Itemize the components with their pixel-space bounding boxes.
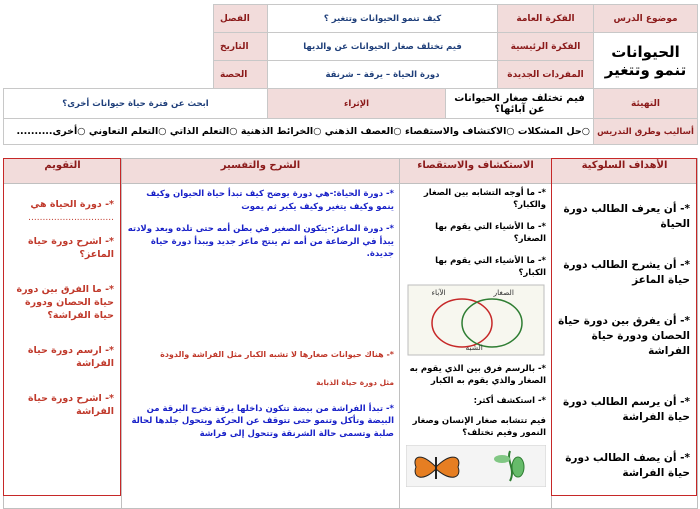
inquiry-header: الاستكشاف والاستقصاء (400, 159, 552, 184)
butterfly-illustration (406, 445, 546, 487)
main-idea-value-cell: فيم تختلف صغار الحيوانات عن والديها (268, 33, 498, 61)
venn-left-label: الآباء (431, 288, 446, 297)
explanation-different-young: *- هناك حيوانات صغارها لا تشبه الكبار مثل الفراشة والدودة (160, 349, 394, 359)
evaluation-cell (4, 184, 122, 509)
general-idea-value-cell: كيف تنمو الحيوانات وتتغير ؟ (268, 5, 498, 33)
explanation-cell (122, 184, 400, 509)
inquiry-draw-task: *- بالرسم فرق بين الذي يقوم به الصغار والذي يقوم به الكبار (409, 364, 546, 386)
explore-more-question: فيم تتشابه صغار الإنسان وصغار النمور وفيم تختلف؟ (412, 416, 546, 438)
evaluation-item: *- دورة الحياة هي (30, 199, 114, 210)
evaluation-header: التقويم (4, 159, 122, 184)
butterfly-image (406, 445, 546, 487)
methods-value-cell: ○حل المشكلات ○الاكتشاف والاستقصاء ○العصف الذهني ○الخرائط الذهنية ○التعلم الذاتي ○التعلم التعاوني ○أخرى.......... (4, 119, 594, 145)
methods-label-cell: أساليب وطرق التدريس (594, 119, 698, 145)
evaluation-item: *- ارسم دورة حياة الفراشة (27, 345, 114, 369)
objectives-header: الأهداف السلوكية (552, 159, 698, 184)
warmup-value-cell: فيم تختلف صغار الحيوانات عن آبائها؟ (446, 89, 594, 119)
topic-value-cell: الحيوانات تنمو وتتغير (594, 33, 698, 89)
topic-label-cell: موضوع الدرس (594, 5, 698, 33)
evaluation-item: *- اشرح دورة حياة الماعز؟ (28, 236, 114, 260)
vocab-value-cell: دورة الحياة – يرقة – شرنقة (268, 61, 498, 89)
explanation-butterfly-cycle: *- تبدأ الفراشة من بيضة تتكون داخلها يرقة تخرج اليرقة من البيضة وتأكل وتنمو حتى تتوقف عن الحركة ويتحول جلدها لحالة صلبة وتسمى حالة الشرنقة وتتحول إلى فراشة (131, 403, 394, 439)
objective-item: *- أن يشرح الطالب دورة حياة الماعز (563, 259, 690, 286)
inquiry-question: *- ما الأشياء التي يقوم بها الصغار؟ (435, 222, 546, 244)
objective-item: *- أن يرسم الطالب دورة حياة الفراشة (563, 396, 690, 423)
explore-more-label: *- استكشف أكثر: (473, 396, 546, 406)
objectives-cell (552, 184, 698, 509)
explanation-header: الشرح والتفسير (122, 159, 400, 184)
lesson-main-table (3, 158, 698, 509)
general-idea-label-cell: الفكرة العامة (498, 5, 594, 33)
warmup-label-cell: التهيئة (594, 89, 698, 119)
enrichment-label-cell: الإثراء (268, 89, 446, 119)
lesson-header-grid (3, 4, 698, 145)
explanation-fly-example: مثل دورة حياة الذبابة (316, 377, 394, 387)
enrichment-value-cell: ابحث عن فترة حياة حيوانات أخرى؟ (4, 89, 268, 119)
inquiry-question: *- ما أوجه التشابه بين الصغار والكبار؟ (423, 188, 546, 210)
objective-item: *- أن يعرف الطالب دورة الحياة (563, 203, 690, 230)
objective-item: *- أن يفرق بين دورة حياة الحصان ودورة حياة الفراشة (558, 315, 690, 357)
evaluation-dots: .............................. (28, 213, 114, 223)
inquiry-cell (400, 184, 552, 509)
inquiry-question: *- ما الأشياء التي يقوم بها الكبار؟ (435, 256, 546, 278)
period-label-cell: الحصة (214, 61, 268, 89)
venn-diagram (406, 283, 546, 357)
evaluation-item: *- ما الفرق بين دورة حياة الحصان ودورة حياة الفراشة؟ (16, 284, 114, 321)
main-idea-label-cell: الفكرة الرئيسية (498, 33, 594, 61)
evaluation-item: *- اشرح دورة حياة الفراشة (28, 393, 114, 417)
explanation-goat-cycle: *- دورة الماعز:-يتكون الصغير في بطن أمه حتى تلده وبعد ولادته يبدأ في الرضاعة من أمه ثم ينتج ماعز جديد ويبدأ دورة حياة جديدة. (127, 224, 394, 259)
venn-bottom-label: الشبه (465, 343, 483, 352)
semester-label-cell: الفصل (214, 5, 268, 33)
venn-right-label: الصغار (493, 288, 514, 297)
vocab-label-cell: المفردات الجديدة (498, 61, 594, 89)
date-label-cell: التاريخ (214, 33, 268, 61)
explanation-life-cycle: *- دورة الحياة:-هي دورة يوضح كيف تبدأ حياة الحيوان وكيف ينمو وكيف يتغير وكيف يكبر ثم يموت (146, 189, 394, 212)
objective-item: *- أن يصف الطالب دورة حياة الفراشة (565, 452, 690, 479)
